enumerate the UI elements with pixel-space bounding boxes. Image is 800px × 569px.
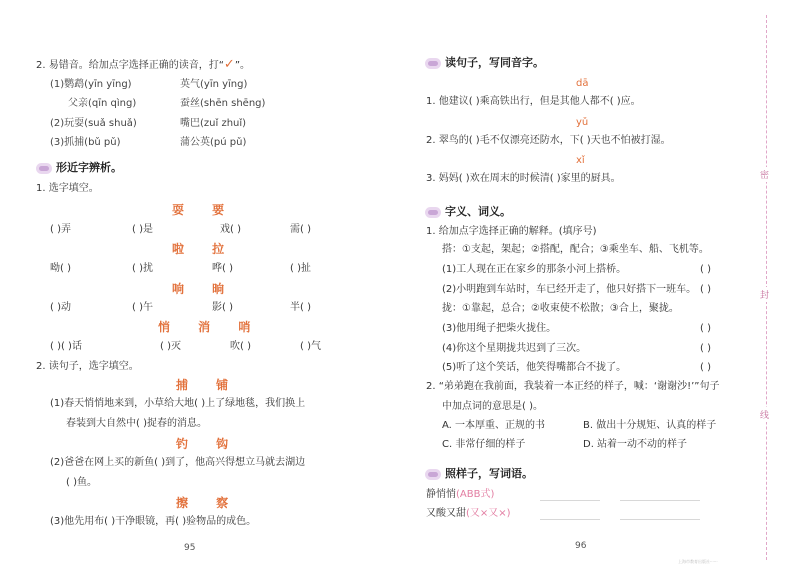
sec5-ans-2: ( ) <box>700 284 711 295</box>
sec6-row1: 静悄悄(ABB式) <box>426 489 495 500</box>
seal-char-2: 封 <box>760 287 769 302</box>
q2-title: 2. 易错音。给加点字选择正确的读音，打“✓”。 <box>36 57 250 72</box>
q2-row-3a: (2)玩耍(suǎ shuǎ) <box>50 118 137 129</box>
sec6-row2: 又酸又甜(又×又×) <box>426 508 511 519</box>
sec4-item-3: 3. 妈妈( )欢在周末的时候清( )家里的厨具。 <box>426 173 621 184</box>
pair-1: 耍 要 <box>172 203 237 217</box>
seal-char-3: 线 <box>760 407 769 422</box>
sec4-item-2: 2. 翠鸟的( )毛不仅漂亮还防水，下( )天也不怕被打湿。 <box>426 135 671 146</box>
q2-row-3b: 嘴巴(zuǐ zhuǐ) <box>180 118 247 129</box>
g1-c3: 戏( ) <box>220 224 241 235</box>
blank-line <box>620 500 700 501</box>
sec5-ans-3: ( ) <box>700 323 711 334</box>
g2-c4: ( )扯 <box>290 263 311 274</box>
q2-row-4a: (3)抓捕(bǔ pǔ) <box>50 137 121 148</box>
g2-c1: 呦( ) <box>50 263 71 274</box>
g4-c2: ( )灭 <box>160 341 181 352</box>
sec5-item-4: (4)你这个星期拢共迟到了三次。 <box>442 343 587 354</box>
g4-c4: ( )气 <box>300 341 321 352</box>
sec5-q2-line1: 2. “弟弟跑在我前面，我装着一本正经的样子，喊：‘谢谢沙!’”句子 <box>426 381 720 392</box>
sec5-item-5: (5)听了这个笑话，他笑得嘴都合不拢了。 <box>442 362 627 373</box>
sec5-def2: 拢：①靠起，总合；②收束使不松散；③合上，聚拢。 <box>442 303 679 314</box>
g1-c4: 需( ) <box>290 224 311 235</box>
sec6-title: 照样子，写词语。 <box>445 467 533 480</box>
g1-c1: ( )弄 <box>50 224 71 235</box>
option-a: A. 一本厚重、正规的书 <box>442 420 546 431</box>
sub-pair-1: 捕 铺 <box>176 378 241 392</box>
sec5-ans-1: ( ) <box>700 264 711 275</box>
pinyin-3: xǐ <box>576 155 585 166</box>
g4-c1: ( )( )话 <box>50 341 82 352</box>
blank-line <box>540 519 600 520</box>
section-badge-icon <box>425 58 441 69</box>
sec5-q1: 1. 给加点字选择正确的解释。(填序号) <box>426 226 597 237</box>
sub2-line2: ( )鱼。 <box>66 477 97 488</box>
section-badge-icon <box>425 207 441 218</box>
sec5-item-2: (2)小明跑到车站时，车已经开走了，他只好搭下一班车。 <box>442 284 697 295</box>
sec5-item-1: (1)工人现在正在家乡的那条小河上搭桥。 <box>442 264 627 275</box>
g3-c2: ( )午 <box>132 302 153 313</box>
option-b: B. 做出十分规矩、认真的样子 <box>583 420 717 431</box>
pinyin-1: dā <box>576 78 589 89</box>
g2-c3: 哗( ) <box>212 263 233 274</box>
sec5-title: 字义、词义。 <box>445 205 511 218</box>
sec3-q1: 1. 选字填空。 <box>36 183 99 194</box>
option-c: C. 非常仔细的样子 <box>442 439 526 450</box>
g1-c2: ( )是 <box>132 224 153 235</box>
blank-line <box>620 519 700 520</box>
pinyin-2: yǔ <box>576 117 589 128</box>
q2-row-4b: 蒲公英(pú pǔ) <box>180 137 247 148</box>
g3-c3: 影( ) <box>212 302 233 313</box>
sec5-ans-4: ( ) <box>700 343 711 354</box>
check-icon: ✓ <box>223 57 235 72</box>
g3-c1: ( )动 <box>50 302 71 313</box>
g4-c3: 吹( ) <box>230 341 251 352</box>
footer-tiny: 上海市教育出版社······ <box>678 559 718 564</box>
pair-2: 啦 拉 <box>172 242 237 256</box>
section-badge-icon <box>425 469 441 480</box>
sub1-line1: (1)春天悄悄地来到，小草给大地( )上了绿地毯，我们换上 <box>50 398 306 409</box>
seal-char-1: 密 <box>760 167 769 182</box>
pair-4: 悄 消 哨 <box>158 320 263 334</box>
pair-3: 响 晌 <box>172 282 237 296</box>
sec3-title: 形近字辨析。 <box>56 161 122 174</box>
sub1-line2: 春装到大自然中( )捉春的消息。 <box>66 418 207 429</box>
g3-c4: 半( ) <box>290 302 311 313</box>
q2-row-2a: 父亲(qīn qìng) <box>68 98 137 109</box>
q2-row-1a: (1)鹦鹉(yīn yīng) <box>50 79 132 90</box>
q2-row-2b: 蚕丝(shēn shēng) <box>180 98 266 109</box>
sec5-item-3: (3)他用绳子把柴火拢住。 <box>442 323 557 334</box>
g2-c2: ( )扰 <box>132 263 153 274</box>
blank-line <box>540 500 600 501</box>
sub3-line1: (3)他先用布( )干净眼镜，再( )验物品的成色。 <box>50 516 257 527</box>
sub-pair-2: 钓 钩 <box>176 437 241 451</box>
sec5-ans-5: ( ) <box>700 362 711 373</box>
sec4-title: 读句子，写同音字。 <box>445 56 544 69</box>
option-d: D. 站着一动不动的样子 <box>583 439 688 450</box>
sub-pair-3: 擦 察 <box>176 496 241 510</box>
q2-row-1b: 英气(yīn yīng) <box>180 79 248 90</box>
page-number-right: 96 <box>575 541 587 551</box>
page-number-left: 95 <box>184 543 196 553</box>
sec3-q2: 2. 读句子，选字填空。 <box>36 361 139 372</box>
sec4-item-1: 1. 他建议( )乘高铁出行，但是其他人都不( )应。 <box>426 96 641 107</box>
sec5-def1: 搭：①支起，架起；②搭配，配合；③乘坐车、船、飞机等。 <box>442 244 709 255</box>
sec5-q2-line2: 中加点词的意思是( )。 <box>442 401 543 412</box>
sub2-line1: (2)爸爸在网上买的新鱼( )到了，他高兴得想立马就去湖边 <box>50 457 306 468</box>
